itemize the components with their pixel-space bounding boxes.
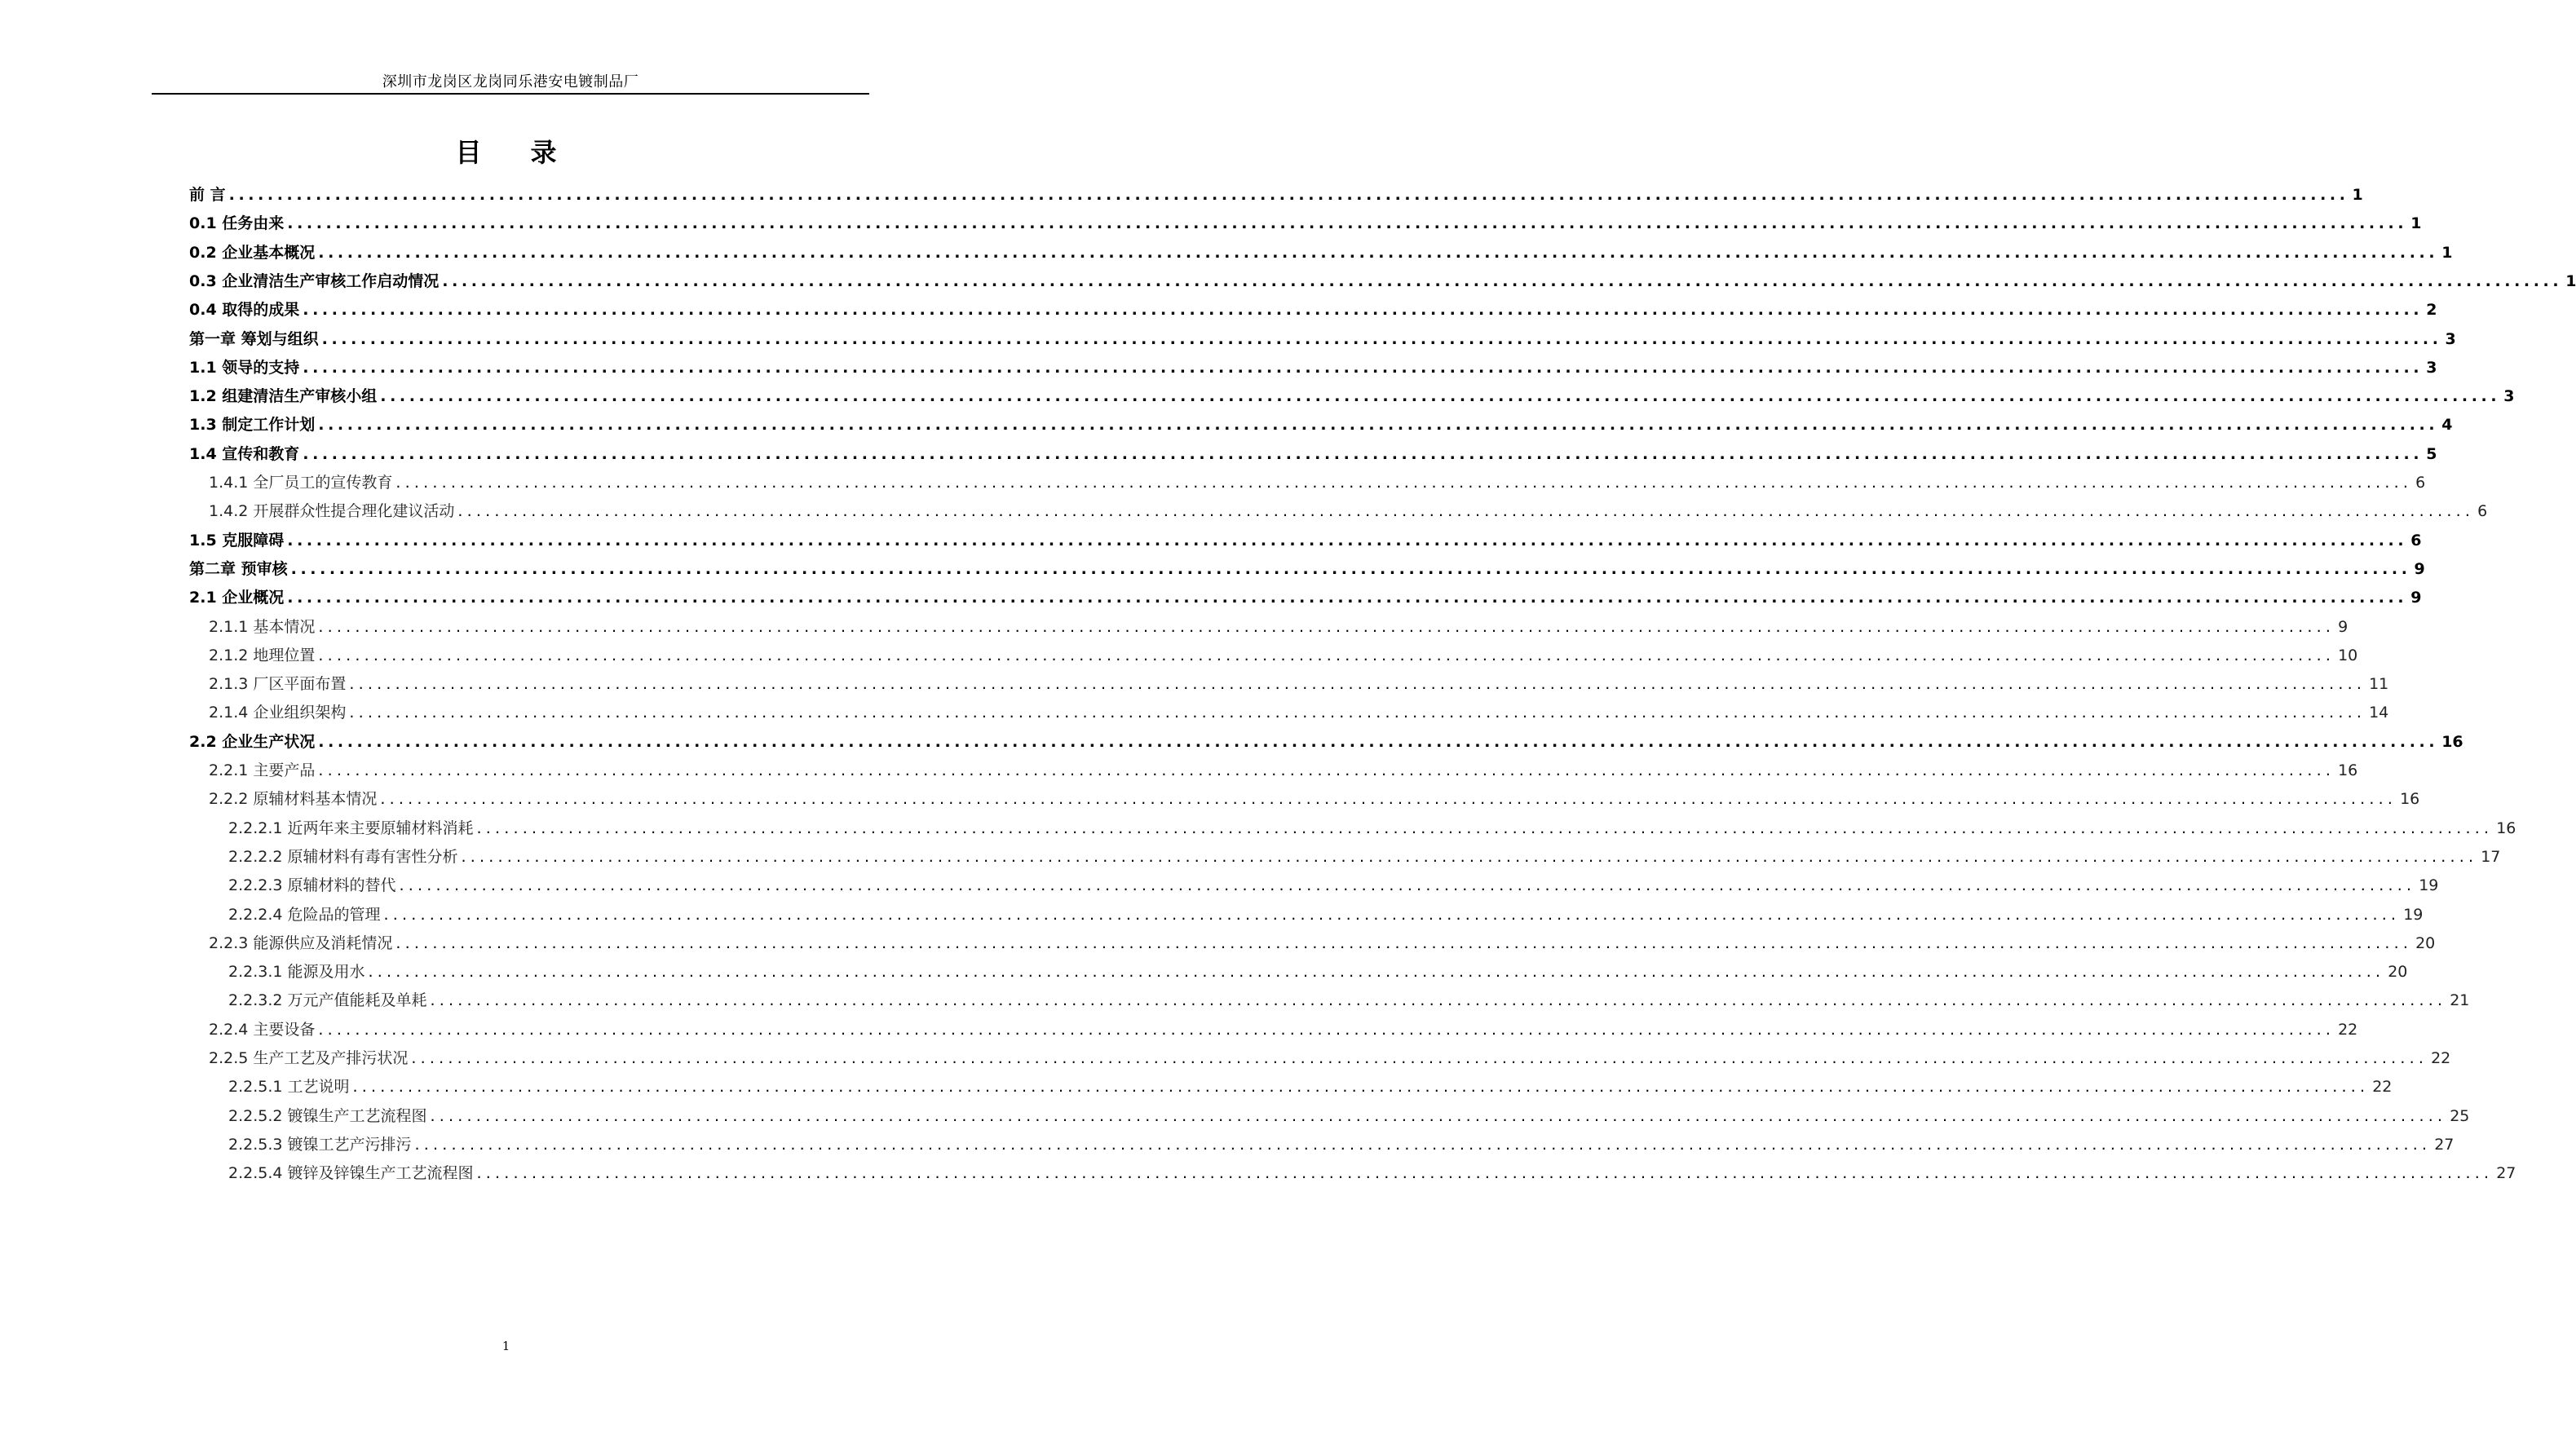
toc-entry-text: 2.2.2.3 原辅材料的替代 — [228, 876, 396, 895]
page-number: 1 — [502, 1339, 510, 1353]
toc-entry[interactable] — [189, 528, 2422, 561]
toc-dot-leader: ............................................................................................................................................................................................................................ — [414, 1135, 2432, 1154]
toc-entry[interactable] — [228, 1132, 2454, 1165]
toc-dot-leader: ............................................................................................................................................................................................................................ — [476, 1164, 2494, 1183]
toc-dot-leader: ............................................................................................................................................................................................................................ — [430, 991, 2447, 1010]
toc-entry-page: 1 — [2410, 214, 2422, 233]
toc-entry-text: 2.2.3.2 万元产值能耗及单耗 — [228, 991, 427, 1010]
toc-entry-page: 3 — [2426, 358, 2437, 377]
toc-entry-text: 前 言 — [189, 186, 226, 204]
toc-entry[interactable] — [189, 269, 2576, 302]
toc-entry[interactable] — [189, 413, 2453, 445]
toc-entry-text: 0.4 取得的成果 — [189, 301, 300, 320]
toc-entry[interactable] — [209, 470, 2426, 503]
toc-entry[interactable] — [228, 873, 2439, 906]
toc-entry-text: 2.2.2.1 近两年来主要原辅材料消耗 — [228, 819, 474, 837]
toc-entry-text: 第一章 筹划与组织 — [189, 329, 319, 348]
toc-entry-page: 9 — [2414, 559, 2425, 578]
toc-entry[interactable] — [228, 845, 2501, 877]
toc-entry-text: 2.2.5.1 工艺说明 — [228, 1078, 350, 1097]
toc-dot-leader: ............................................................................................................................................................................................................................ — [349, 675, 2366, 694]
toc-dot-leader: ............................................................................................................................................................................................................................ — [383, 905, 2401, 924]
toc-entry-page: 20 — [2388, 963, 2408, 982]
toc-entry-page: 6 — [2410, 531, 2422, 549]
toc-entry[interactable] — [209, 700, 2389, 733]
toc-entry-text: 2.1 企业概况 — [189, 589, 285, 607]
toc-entry[interactable] — [228, 1161, 2516, 1194]
toc-entry[interactable] — [228, 1075, 2393, 1107]
toc-dot-leader: ............................................................................................................................................................................................................................ — [349, 704, 2366, 722]
toc-entry-page: 16 — [2441, 732, 2463, 751]
toc-entry[interactable] — [209, 758, 2358, 791]
toc-entry-page: 6 — [2477, 502, 2488, 521]
toc-entry-page: 27 — [2496, 1164, 2516, 1183]
toc-entry[interactable] — [189, 442, 2437, 474]
toc-dot-leader: ............................................................................................................................................................................................................................ — [318, 646, 2335, 664]
toc-entry-page: 1 — [2352, 186, 2363, 204]
toc-dot-leader: ............................................................................................................................................................................................................................ — [411, 1049, 2428, 1067]
toc-entry-page: 16 — [2400, 790, 2420, 809]
toc-entry-page: 3 — [2445, 329, 2456, 348]
toc-entry-text: 2.1.2 地理位置 — [209, 646, 316, 664]
toc-dot-leader: ............................................................................................................................................................................................................................ — [318, 1020, 2335, 1039]
toc-entry-page: 9 — [2410, 589, 2422, 607]
toc-entry-text: 1.3 制定工作计划 — [189, 416, 316, 435]
toc-dot-leader: ............................................................................................................................................................................................................................ — [399, 876, 2416, 895]
toc-dot-leader: ............................................................................................................................................................................................................................ — [352, 1078, 2370, 1097]
toc-dot-leader: ............................................................................................................................................................................................................................ — [457, 502, 2475, 521]
toc-dot-leader: ............................................................................................................................................................................................................................ — [380, 790, 2397, 809]
toc-dot-leader: ............................................................................................................................................................................................................................ — [303, 301, 2424, 320]
toc-entry-page: 16 — [2338, 761, 2358, 779]
toc-entry-page: 25 — [2450, 1106, 2470, 1125]
toc-entry[interactable] — [189, 384, 2515, 417]
toc-entry[interactable] — [189, 355, 2437, 388]
toc-dot-leader: ............................................................................................................................................................................................................................ — [430, 1106, 2447, 1125]
toc-entry-page: 27 — [2434, 1135, 2454, 1154]
toc-dot-leader: ............................................................................................................................................................................................................................ — [303, 358, 2424, 377]
toc-entry-page: 17 — [2481, 847, 2501, 866]
toc-entry-text: 2.2.5 生产工艺及产排污状况 — [209, 1049, 409, 1067]
toc-entry-text: 2.2.2 原辅材料基本情况 — [209, 790, 378, 809]
toc-entry-page: 20 — [2415, 933, 2436, 952]
toc-dot-leader: ............................................................................................................................................................................................................................ — [318, 416, 2439, 435]
toc-entry-text: 1.4.1 全厂员工的宣传教育 — [209, 474, 393, 492]
running-header: 深圳市龙岗区龙岗同乐港安电镀制品厂 — [382, 73, 639, 90]
toc-entry-text: 1.5 克服障碍 — [189, 531, 285, 549]
toc-entry-page: 21 — [2450, 991, 2470, 1010]
toc-entry-text: 2.1.4 企业组织架构 — [209, 704, 347, 722]
toc-entry-text: 2.2.5.3 镀镍工艺产污排污 — [228, 1135, 412, 1154]
toc-dot-leader: ............................................................................................................................................................................................................................ — [461, 847, 2478, 866]
toc-entry[interactable] — [189, 730, 2463, 762]
toc-entry[interactable] — [209, 787, 2420, 819]
toc-entry[interactable] — [209, 499, 2488, 532]
toc-dot-leader: ............................................................................................................................................................................................................................ — [318, 732, 2439, 751]
toc-entry[interactable] — [189, 183, 2363, 215]
toc-dot-leader: ............................................................................................................................................................................................................................ — [476, 819, 2494, 837]
toc-entry-page: 22 — [2338, 1020, 2358, 1039]
toc-entry[interactable] — [209, 931, 2436, 964]
toc-entry-text: 2.2.3.1 能源及用水 — [228, 963, 365, 982]
toc-entry-page: 4 — [2441, 416, 2453, 435]
toc-entry-text: 2.2.1 主要产品 — [209, 761, 316, 779]
toc-entry-text: 2.1.3 厂区平面布置 — [209, 675, 347, 694]
toc-dot-leader: ............................................................................................................................................................................................................................ — [442, 271, 2563, 290]
toc-dot-leader: ............................................................................................................................................................................................................................ — [368, 963, 2385, 982]
toc-entry-page: 19 — [2403, 905, 2424, 924]
toc-entry-text: 1.2 组建清洁生产审核小组 — [189, 387, 378, 406]
toc-entry-page: 22 — [2431, 1049, 2451, 1067]
toc-entry-page: 11 — [2369, 675, 2389, 694]
toc-dot-leader: ............................................................................................................................................................................................................................ — [380, 387, 2501, 406]
toc-entry[interactable] — [228, 903, 2424, 935]
toc-entry[interactable] — [189, 585, 2422, 618]
toc-entry[interactable] — [228, 816, 2516, 849]
toc-entry-page: 22 — [2372, 1078, 2393, 1097]
toc-entry-text: 2.1.1 基本情况 — [209, 617, 316, 636]
toc-entry-text: 第二章 预审核 — [189, 559, 288, 578]
toc-entry[interactable] — [209, 1046, 2451, 1079]
toc-entry-page: 10 — [2338, 646, 2358, 664]
toc-entry[interactable] — [228, 1104, 2470, 1136]
toc-entry[interactable] — [228, 960, 2408, 992]
toc-entry-text: 2.2.3 能源供应及消耗情况 — [209, 933, 393, 952]
toc-entry[interactable] — [209, 643, 2358, 676]
toc-entry-text: 1.1 领导的支持 — [189, 358, 300, 377]
toc-entry-text: 1.4.2 开展群众性提合理化建议活动 — [209, 502, 455, 521]
toc-dot-leader: ............................................................................................................................................................................................................................ — [287, 589, 2408, 607]
toc-dot-leader: ............................................................................................................................................................................................................................ — [287, 214, 2408, 233]
toc-entry-text: 2.2.5.2 镀镍生产工艺流程图 — [228, 1106, 427, 1125]
toc-entry[interactable] — [189, 298, 2437, 330]
toc-entry[interactable] — [189, 327, 2456, 360]
toc-entry-page: 9 — [2338, 617, 2348, 636]
toc-entry-text: 0.1 任务由来 — [189, 214, 285, 233]
toc-dot-leader: ............................................................................................................................................................................................................................ — [395, 474, 2413, 492]
toc-entry-text: 2.2.2.2 原辅材料有毒有害性分析 — [228, 847, 458, 866]
toc-entry-page: 14 — [2369, 704, 2389, 722]
toc-entry-text: 0.3 企业清洁生产审核工作启动情况 — [189, 271, 440, 290]
toc-entry-text: 0.2 企业基本概况 — [189, 243, 316, 262]
toc-entry-page: 16 — [2496, 819, 2516, 837]
toc-entry[interactable] — [189, 241, 2453, 273]
toc-entry-text: 2.2.5.4 镀锌及锌镍生产工艺流程图 — [228, 1164, 474, 1183]
toc-dot-leader: ............................................................................................................................................................................................................................ — [290, 559, 2411, 578]
toc-title: 目录 — [455, 137, 606, 168]
toc-entry-page: 5 — [2426, 444, 2437, 463]
toc-entry[interactable] — [209, 615, 2348, 647]
toc-dot-leader: ............................................................................................................................................................................................................................ — [321, 329, 2442, 348]
toc-entry[interactable] — [189, 211, 2422, 244]
toc-entry[interactable] — [209, 1017, 2358, 1050]
toc-dot-leader: ............................................................................................................................................................................................................................ — [318, 617, 2335, 636]
toc-dot-leader: ............................................................................................................................................................................................................................ — [303, 444, 2424, 463]
toc-entry-page: 1 — [2441, 243, 2453, 262]
toc-dot-leader: ............................................................................................................................................................................................................................ — [318, 243, 2439, 262]
toc-entry-page: 1 — [2565, 271, 2576, 290]
toc-entry[interactable] — [189, 557, 2425, 589]
toc-dot-leader: ............................................................................................................................................................................................................................ — [287, 531, 2408, 549]
toc-entry[interactable] — [209, 672, 2389, 704]
toc-entry-page: 2 — [2426, 301, 2437, 320]
toc-entry-text: 2.2.2.4 危险品的管理 — [228, 905, 381, 924]
toc-entry-page: 3 — [2503, 387, 2515, 406]
toc-entry[interactable] — [228, 988, 2470, 1021]
toc-entry-page: 19 — [2419, 876, 2439, 895]
toc-dot-leader: ............................................................................................................................................................................................................................ — [395, 933, 2413, 952]
toc-entry-text: 2.2.4 主要设备 — [209, 1020, 316, 1039]
toc-dot-leader: ............................................................................................................................................................................................................................ — [228, 186, 2349, 204]
header-rule — [152, 93, 869, 95]
toc-entry-page: 6 — [2415, 474, 2426, 492]
toc-entry-text: 1.4 宣传和教育 — [189, 444, 300, 463]
toc-entry-text: 2.2 企业生产状况 — [189, 732, 316, 751]
toc-dot-leader: ............................................................................................................................................................................................................................ — [318, 761, 2335, 779]
